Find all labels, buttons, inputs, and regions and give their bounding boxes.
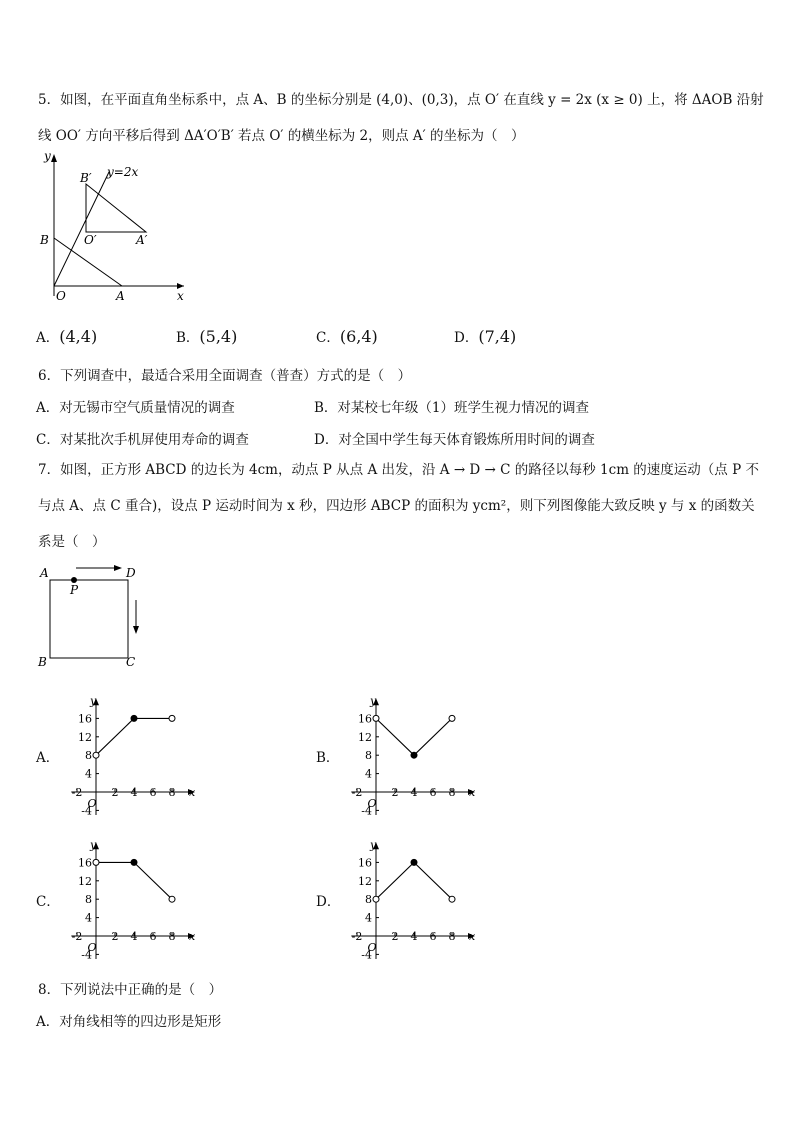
q5-y-label: y — [44, 149, 51, 163]
graph-origin-label: O — [367, 941, 377, 954]
graph-closed-point — [411, 752, 417, 758]
graph-open-point — [449, 896, 455, 902]
q7-graph-c — [62, 826, 202, 962]
q6-option-c: C．对某批次手机屏使用寿命的调查 — [36, 432, 249, 448]
q5-x-label: x — [177, 289, 184, 303]
graph-x-tick-label: 4 — [410, 930, 418, 943]
graph-x-label: x — [189, 930, 196, 943]
q5-triangle-prime — [86, 184, 146, 232]
graph-open-point — [373, 715, 379, 721]
graph-x-label: x — [469, 786, 476, 799]
graph-y-tick-label: 4 — [85, 767, 92, 781]
graph-y-tick-label: 8 — [365, 749, 372, 763]
q7-label-P: P — [70, 583, 79, 597]
graph-y-label: y — [90, 838, 97, 852]
graph-x-label: x — [469, 930, 476, 943]
q6-option-b: B．对某校七年级（1）班学生视力情况的调查 — [314, 400, 590, 416]
graph-y-tick-label: 4 — [365, 911, 372, 925]
graph-y-tick-label: 12 — [78, 874, 92, 888]
graph-y-tick-label: 12 — [358, 874, 372, 888]
q5-option-d — [454, 326, 516, 346]
q6-option-a: A．对无锡市空气质量情况的调查 — [36, 400, 235, 416]
graph-open-point — [93, 859, 99, 865]
graph-y-tick-label: -4 — [81, 804, 92, 818]
graph-x-tick-label: 2 — [111, 786, 119, 799]
q7-graph-a — [62, 682, 202, 818]
graph-x-tick-label: 6 — [149, 786, 157, 799]
graph-x-label: x — [189, 786, 196, 799]
graph-open-point — [373, 896, 379, 902]
graph-x-tick-label: 4 — [130, 786, 138, 799]
q5-option-d-value: (7,4) — [478, 327, 517, 346]
q5-option-b-value: (5,4) — [199, 327, 238, 346]
graph-origin-label: O — [87, 797, 97, 810]
q6-option-d: D．对全国中学生每天体育锻炼所用时间的调查 — [314, 432, 595, 448]
graph-y-tick-label: 16 — [78, 712, 92, 726]
graph-closed-point — [131, 859, 137, 865]
graph-origin-label: O — [367, 797, 377, 810]
q5-option-c-letter: C． — [316, 330, 340, 346]
q5-option-b — [176, 326, 237, 346]
q7-square — [50, 580, 128, 658]
graph-y-tick-label: 8 — [85, 893, 92, 907]
q5-y-arrow-icon — [51, 154, 57, 162]
graph-series-line — [376, 862, 452, 899]
graph-y-label: y — [90, 694, 97, 708]
graph-open-point — [449, 715, 455, 721]
q7-option-b-letter: B． — [316, 750, 340, 766]
graph-y-tick-label: 4 — [85, 911, 92, 925]
q7-stem-line3: 系是（ ） — [38, 534, 106, 550]
graph-y-tick-label: -4 — [361, 948, 372, 962]
graph-x-tick-label: 2 — [111, 930, 119, 943]
graph-x-tick-label: 4 — [130, 930, 138, 943]
q7-label-B: B — [38, 655, 47, 669]
graph-x-tick-label: 8 — [168, 930, 176, 943]
graph-origin-label: O — [87, 941, 97, 954]
graph-x-tick-label: -2 — [71, 786, 83, 799]
graph-x-tick-label: -2 — [351, 786, 363, 799]
q5-option-a — [36, 326, 97, 346]
q7-option-c-letter: C． — [36, 894, 60, 910]
graph-x-tick-label: 8 — [168, 786, 176, 799]
graph-x-tick-label: -2 — [351, 930, 363, 943]
graph-open-point — [169, 715, 175, 721]
q5-option-d-letter: D． — [454, 330, 479, 346]
q7-option-d-letter: D． — [316, 894, 341, 910]
q7-square-figure — [36, 560, 156, 672]
q5-line-y2x — [54, 172, 109, 286]
q5-origin-label: O — [56, 289, 66, 303]
q7-arrow-down-icon — [133, 626, 139, 634]
q5-B-label: B — [40, 233, 49, 247]
graph-x-tick-label: -2 — [71, 930, 83, 943]
q5-option-a-letter: A． — [36, 330, 60, 346]
graph-y-tick-label: 12 — [358, 730, 372, 744]
q5-stem-line1: 5．如图，在平面直角坐标系中，点 A、B 的坐标分别是 (4,0)、(0,3)，点 O′ 在直线 y = 2x (x ≥ 0) 上，将 ΔAOB 沿射 — [38, 92, 764, 108]
graph-series-line — [96, 718, 172, 755]
graph-x-tick-label: 6 — [429, 930, 437, 943]
q5-A-label: A — [116, 289, 125, 303]
q5-option-c-value: (6,4) — [339, 327, 378, 346]
q6-stem: 6．下列调查中，最适合采用全面调查（普查）方式的是（ ） — [38, 368, 412, 384]
graph-y-label: y — [370, 694, 377, 708]
q5-option-a-value: (4,4) — [59, 327, 98, 346]
q5-stem-line2: 线 OO′ 方向平移后得到 ΔA′O′B′ 若点 O′ 的横坐标为 2，则点 A′ 的坐标为（ ） — [38, 128, 525, 144]
q7-arrow-right-icon — [114, 565, 122, 571]
graph-y-tick-label: 12 — [78, 730, 92, 744]
graph-y-tick-label: -4 — [81, 948, 92, 962]
q7-graph-d — [342, 826, 482, 962]
graph-closed-point — [411, 859, 417, 865]
graph-y-tick-label: 16 — [78, 856, 92, 870]
graph-y-tick-label: 8 — [365, 893, 372, 907]
q5-option-b-letter: B． — [176, 330, 200, 346]
graph-y-label: y — [370, 838, 377, 852]
q7-graph-b — [342, 682, 482, 818]
q7-stem-line2: 与点 A、点 C 重合)，设点 P 运动时间为 x 秒，四边形 ABCP 的面积为 ycm²，则下列图像能大致反映 y 与 x 的函数关 — [38, 498, 755, 514]
q7-stem-line1: 7．如图，正方形 ABCD 的边长为 4cm，动点 P 从点 A 出发，沿 A → D → C 的路径以每秒 1cm 的速度运动（点 P 不 — [38, 462, 759, 478]
graph-x-tick-label: 2 — [391, 930, 399, 943]
graph-x-tick-label: 2 — [391, 786, 399, 799]
graph-closed-point — [131, 715, 137, 721]
graph-x-tick-label: 8 — [448, 930, 456, 943]
q5-Bprime-label: B′ — [80, 171, 92, 185]
q5-line-label: y=2x — [107, 165, 139, 179]
q5-option-c — [316, 326, 378, 346]
graph-open-point — [169, 896, 175, 902]
q7-option-a-letter: A． — [36, 750, 60, 766]
graph-y-tick-label: 4 — [365, 767, 372, 781]
graph-x-tick-label: 4 — [410, 786, 418, 799]
q7-label-A: A — [40, 566, 49, 580]
graph-series-line — [376, 718, 452, 755]
graph-y-tick-label: 16 — [358, 712, 372, 726]
graph-series-line — [96, 862, 172, 899]
graph-y-tick-label: 8 — [85, 749, 92, 763]
q8-option-a: A．对角线相等的四边形是矩形 — [36, 1014, 222, 1030]
q5-Oprime-label: O′ — [84, 233, 97, 247]
q5-figure — [34, 146, 204, 306]
q7-label-D: D — [126, 566, 136, 580]
q8-stem: 8．下列说法中正确的是（ ） — [38, 982, 223, 998]
graph-x-tick-label: 6 — [429, 786, 437, 799]
graph-x-tick-label: 6 — [149, 930, 157, 943]
q5-Aprime-label: A′ — [136, 233, 148, 247]
graph-x-tick-label: 8 — [448, 786, 456, 799]
graph-y-tick-label: 16 — [358, 856, 372, 870]
q7-label-C: C — [126, 655, 136, 669]
graph-y-tick-label: -4 — [361, 804, 372, 818]
graph-open-point — [93, 752, 99, 758]
